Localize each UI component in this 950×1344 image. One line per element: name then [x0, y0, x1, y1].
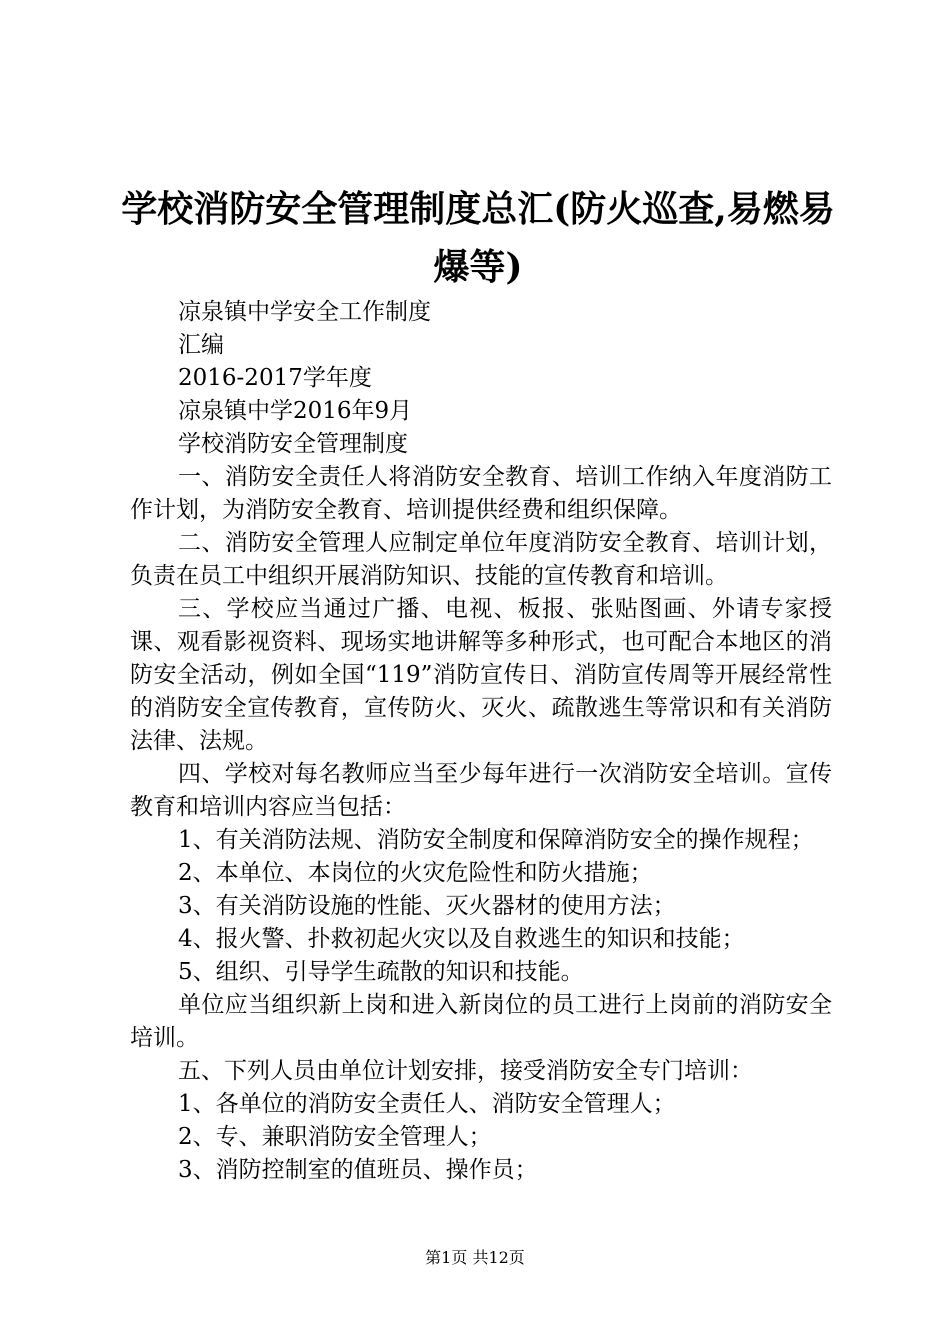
header-line: 凉泉镇中学安全工作制度 — [178, 299, 431, 325]
paragraph: 三、学校应当通过广播、电视、板报、张贴图画、外请专家授课、观看影视资料、现场实地讲解等多种形式，也可配合本地区的消防安全活动，例如全国“119”消防宣传日、消防宣传周等开展经常性的消防安全宣传教育，宣传防火、灭火、疏散逃生等常识和有关消防法律、法规。 — [130, 596, 832, 754]
list-item: 1、有关消防法规、消防安全制度和保障消防安全的操作规程； — [178, 827, 814, 853]
list-item: 2、专、兼职消防安全管理人； — [178, 1124, 492, 1150]
list-item: 3、有关消防设施的性能、灭火器材的使用方法； — [178, 893, 676, 919]
section-heading: 学校消防安全管理制度 — [178, 431, 408, 457]
paragraph: 单位应当组织新上岗和进入新岗位的员工进行上岗前的消防安全培训。 — [130, 992, 832, 1051]
paragraph: 二、消防安全管理人应制定单位年度消防安全教育、培训计划，负责在员工中组织开展消防知识、技能的宣传教育和培训。 — [130, 530, 832, 589]
list-item: 5、组织、引导学生疏散的知识和技能。 — [178, 959, 584, 985]
title-line-2: 爆等) — [433, 246, 523, 288]
list-item: 1、各单位的消防安全责任人、消防安全管理人； — [178, 1091, 676, 1117]
list-item: 3、消防控制室的值班员、操作员； — [178, 1157, 538, 1183]
page-footer: 第1页 共12页 — [425, 1248, 525, 1267]
title-line-1: 学校消防安全管理制度总汇(防火巡查,易燃易 — [121, 188, 835, 230]
list-item: 2、本单位、本岗位的火灾危险性和防火措施； — [178, 860, 653, 886]
header-line: 2016-2017学年度 — [178, 365, 372, 391]
paragraph: 四、学校对每名教师应当至少每年进行一次消防安全培训。宣传教育和培训内容应当包括： — [130, 761, 832, 820]
header-line: 汇编 — [178, 332, 224, 358]
paragraph: 五、下列人员由单位计划安排，接受消防安全专门培训： — [178, 1058, 753, 1084]
header-line: 凉泉镇中学2016年9月 — [178, 398, 413, 424]
document-body — [130, 296, 832, 1187]
paragraph: 一、消防安全责任人将消防安全教育、培训工作纳入年度消防工作计划，为消防安全教育、培训提供经费和组织保障。 — [130, 464, 832, 523]
document-title — [118, 180, 838, 296]
list-item: 4、报火警、扑救初起火灾以及自救逃生的知识和技能； — [178, 926, 745, 952]
